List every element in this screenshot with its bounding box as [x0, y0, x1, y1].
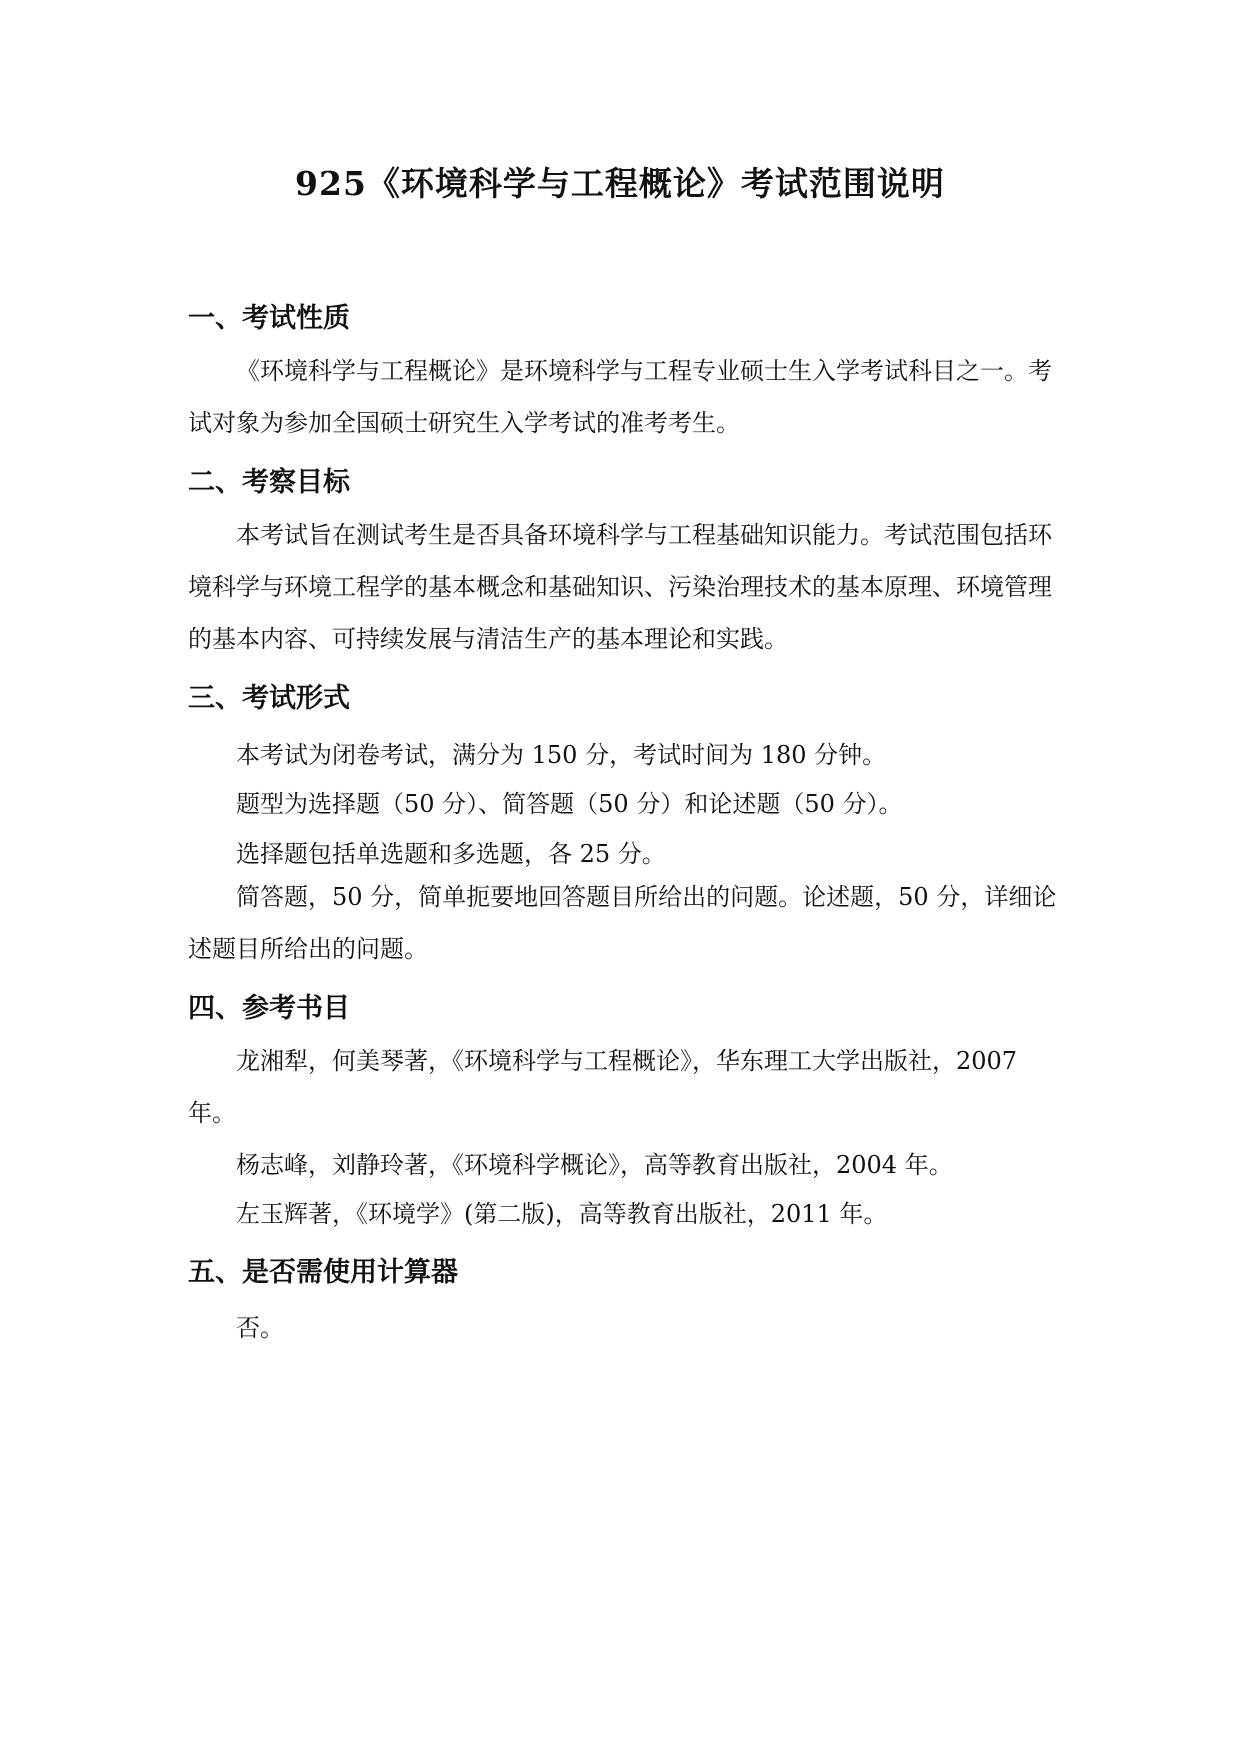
section-1-paragraph-1: 《环境科学与工程概论》是环境科学与工程专业硕士生入学考试科目之一。考试对象为参加全国硕士研究生入学考试的准考考生。	[188, 357, 1052, 437]
section-heading-3: 三、考试形式	[188, 683, 350, 714]
section-5-paragraph-1: 否。	[236, 1314, 284, 1342]
section-4-reference-2: 杨志峰，刘静玲著，《环境科学概论》，高等教育出版社，2004 年。	[236, 1151, 953, 1179]
section-3-paragraph-3: 选择题包括单选题和多选题，各 25 分。	[236, 840, 666, 868]
section-4-reference-1: 龙湘犁，何美琴著，《环境科学与工程概论》，华东理工大学出版社，2007 年。	[188, 1047, 1018, 1127]
section-heading-4: 四、参考书目	[188, 993, 350, 1024]
section-3-paragraph-1: 本考试为闭卷考试，满分为 150 分，考试时间为 180 分钟。	[236, 741, 887, 769]
section-3-paragraph-4: 简答题，50 分，简单扼要地回答题目所给出的问题。论述题，50 分，详细论述题目所给出的问题。	[188, 883, 1057, 963]
section-3-paragraph-2: 题型为选择题（50 分）、简答题（50 分）和论述题（50 分）。	[236, 790, 903, 818]
section-4-reference-3: 左玉辉著，《环境学》(第二版)，高等教育出版社，2011 年。	[236, 1200, 888, 1228]
section-heading-2: 二、考察目标	[188, 467, 350, 498]
section-heading-5: 五、是否需使用计算器	[188, 1257, 458, 1288]
section-2-paragraph-1: 本考试旨在测试考生是否具备环境科学与工程基础知识能力。考试范围包括环境科学与环境工程学的基本概念和基础知识、污染治理技术的基本原理、环境管理的基本内容、可持续发展与清洁生产的基本理论和实践。	[188, 521, 1052, 653]
document-title: 925《环境科学与工程概论》考试范围说明	[295, 164, 945, 203]
section-heading-1: 一、考试性质	[188, 303, 350, 334]
